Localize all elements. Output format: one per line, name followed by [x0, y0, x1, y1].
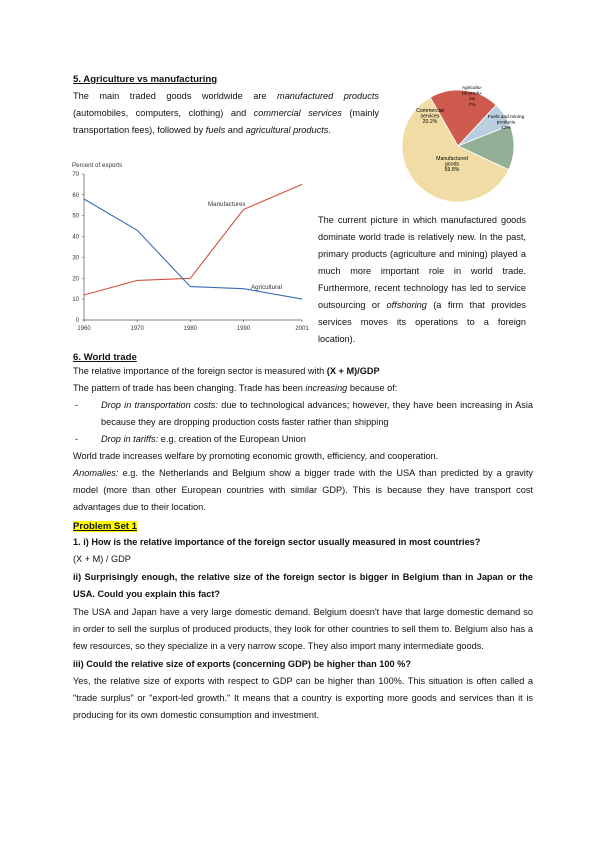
section-5-history-paragraph: The current picture in which manufactured goods dominate world trade is relatively new. In the past, primary products (agriculture and mining) played a much more important role in world trade. Furthermore, recent technology has led to service outsourcing or offshoring (a firm that provides services moves its operations to a foreign location).	[318, 215, 526, 344]
question-3: iii) Could the relative size of exports (concerning GDP) be higher than 100 %?	[73, 659, 411, 669]
section-5-heading: 5. Agriculture vs manufacturing	[73, 74, 218, 85]
series-label-manufactures: Manufactures	[208, 201, 246, 208]
welfare-line: World trade increases welfare by promoting economic growth, efficiency, and cooperation.	[73, 451, 439, 461]
y-tick-label: 0	[75, 318, 79, 324]
y-tick-label: 50	[72, 213, 79, 220]
pie-label-commercial: Commercial services 20.2%	[416, 108, 444, 126]
section-5-intro-paragraph: The main traded goods worldwide are manufactured products (automobiles, computers, clothing) and commercial services (mainly transportation fees), followed by fuels and agricultural products.	[73, 91, 379, 135]
pie-label-manufactured: Manufactured goods 59.8%	[436, 156, 468, 174]
question-2: ii) Surprisingly enough, the relative size of the foreign sector is bigger in Belgium than in Japan or the USA. Could you explain this fact?	[73, 572, 533, 599]
problem-set-heading: Problem Set 1	[73, 521, 137, 532]
export-share-line-chart	[62, 160, 312, 340]
question-1: 1. i) How is the relative importance of the foreign sector usually measured in most countries?	[73, 537, 481, 547]
y-tick-label: 60	[72, 192, 79, 199]
x-tick-label: 1990	[236, 326, 251, 332]
list-item: - Drop in tariffs: e.g. creation of the European Union	[73, 431, 533, 448]
answer-3: Yes, the relative size of exports with respect to GDP can be higher than 100%. This situation is often called a "trade surplus" or "export-led growth." It means that a country is exporting more goods and services than it is producing for its own domestic consumption and investment.	[73, 676, 533, 720]
chart-title: Percent of exports	[72, 162, 123, 169]
section-6	[73, 352, 533, 516]
x-tick-label: 1960	[77, 326, 91, 332]
x-tick-label: 1970	[130, 326, 144, 332]
trade-causes-list	[73, 397, 533, 448]
answer-2: The USA and Japan have a very large domestic demand. Belgium doesn't have that large domestic demand so in order to sell the surplus of produced products, they look for other countries to sell them to. Belgium also has a few resources, so they specialize in a very narrow scope. They also import many intermediate goods.	[73, 607, 533, 651]
x-tick-label: 1980	[183, 326, 198, 332]
series-line-manufactures	[84, 184, 302, 295]
y-tick-label: 20	[72, 276, 79, 283]
pie-label-agriculture: Agricultu-ral produ-cts 7%	[461, 86, 483, 108]
y-tick-label: 40	[72, 234, 79, 241]
anomalies-paragraph: Anomalies: e.g. the Netherlands and Belgium show a bigger trade with the USA than predicted by a gravity model (more than other European countries with similar GDP). This is because they have transport cost advantages due to their location.	[73, 468, 533, 512]
series-label-agricultural: Agricultural	[251, 284, 282, 291]
trade-pattern-line: The pattern of trade has been changing. Trade has been increasing because of:	[73, 383, 398, 393]
x-tick-label: 2001	[295, 326, 309, 332]
y-tick-label: 70	[72, 172, 79, 178]
export-share-pie-chart	[388, 82, 528, 202]
foreign-sector-measure-line: The relative importance of the foreign sector is measured with (X + M)/GDP	[73, 366, 380, 376]
section-6-heading: 6. World trade	[73, 352, 137, 363]
y-tick-label: 30	[72, 255, 79, 262]
y-tick-label: 10	[72, 297, 79, 304]
list-item: - Drop in transportation costs: due to technological advances; however, they have been increasing in Asia because they are dropping production costs faster rather than shipping	[73, 397, 533, 431]
answer-1: (X + M) / GDP	[73, 554, 131, 564]
problem-set	[73, 521, 533, 724]
pie-label-fuels: Fuels and mining products 13%	[487, 115, 525, 132]
